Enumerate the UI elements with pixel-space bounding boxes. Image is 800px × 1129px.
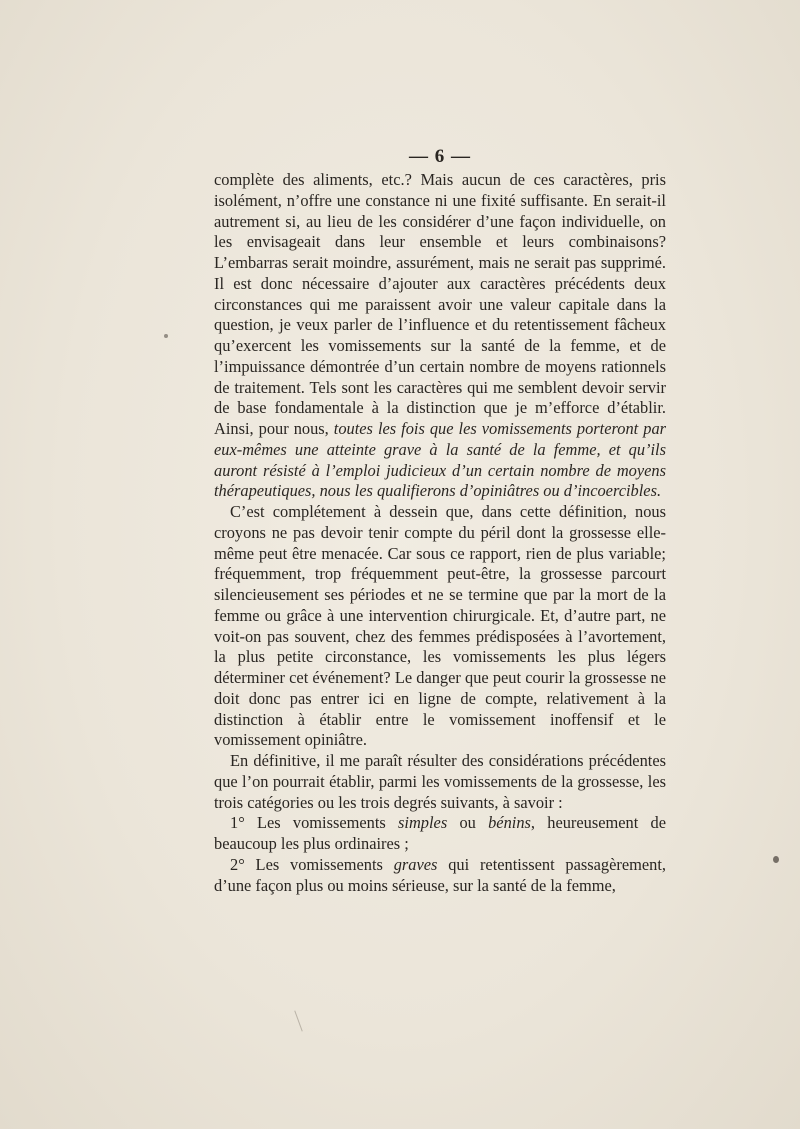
text-segment: En définitive, il me paraît résulter des considérations précédentes que l’on pourrait établir, parmi les vomissements de la grossesse, les trois catégories ou les trois degrés suivants, à savoir : — [214, 751, 666, 812]
paragraph-1 — [214, 170, 666, 502]
italic-text-segment: simples — [398, 813, 448, 833]
page-number: — 6 — — [409, 146, 471, 167]
paragraph-3 — [214, 751, 666, 813]
text-segment: ou — [447, 813, 489, 833]
italic-text-segment: bénins — [488, 813, 531, 833]
body-text — [214, 170, 666, 896]
italic-text-segment: toutes les fois que les vomissements porteront par eux-mêmes une atteinte grave à la santé de la femme, et qu’ils auront résisté à l’emploi judicieux d’un certain nombre de moyens thérapeutiques, nous les qualifierons d’opiniâtres ou d’incoercibles. — [214, 419, 667, 501]
paper-mark — [294, 1010, 302, 1031]
italic-text-segment: graves — [393, 854, 438, 874]
text-segment: qui retentissent passagèrement, d’une façon plus ou moins sérieuse, sur la santé de la femme, — [214, 854, 666, 895]
paper-speck — [773, 856, 779, 863]
paragraph-5 — [214, 855, 666, 897]
text-segment: 2° Les vomissements — [230, 854, 394, 874]
text-segment: complète des aliments, etc.? Mais aucun de ces caractères, pris isolément, n’offre une constance ni une fixité suffisante. En serait-il autrement si, au lieu de les considérer d’une façon individuelle, on les envisageait dans leur ensemble et leurs combinaisons? L’embarras serait moindre, assurément, mais ne serait pas supprimé. Il est donc nécessaire d’ajouter aux caractères précédents deux circonstances qui me paraissent avoir une valeur capitale dans la question, je veux parler de l’influence et du retentissement fâcheux qu’exercent les vomissements sur la santé de la femme, et de l’impuissance démontrée d’un certain nombre de moyens rationnels de traitement. Tels sont les caractères qui me semblent devoir servir de base fondamentale à la distinction que je m’efforce d’établir. Ainsi, pour nous, — [214, 170, 666, 438]
paragraph-4 — [214, 813, 666, 855]
paragraph-2 — [214, 502, 666, 751]
text-segment: C’est complétement à dessein que, dans cette définition, nous croyons ne pas devoir tenir compte du péril dont la grossesse elle-même peut être menacée. Car sous ce rapport, rien de plus variable; fréquemment, trop fréquemment peut-être, la grossesse parcourt silencieusement ses périodes et ne se termine que par la mort de la femme ou grâce à une intervention chirurgicale. Et, d’autre part, ne voit-on pas souvent, chez des femmes prédisposées à l’avortement, la plus petite circonstance, les vomissements les plus légers déterminer cet événement? Le danger que peut courir la grossesse ne doit donc pas entrer ici en ligne de compte, relativement à la distinction à établir entre le vomissement inoffensif et le vomissement opiniâtre. — [214, 502, 666, 750]
text-segment: 1° Les vomissements — [230, 813, 399, 833]
paper-speck — [164, 334, 168, 338]
text-segment: , heureusement de beaucoup les plus ordinaires ; — [214, 813, 666, 853]
